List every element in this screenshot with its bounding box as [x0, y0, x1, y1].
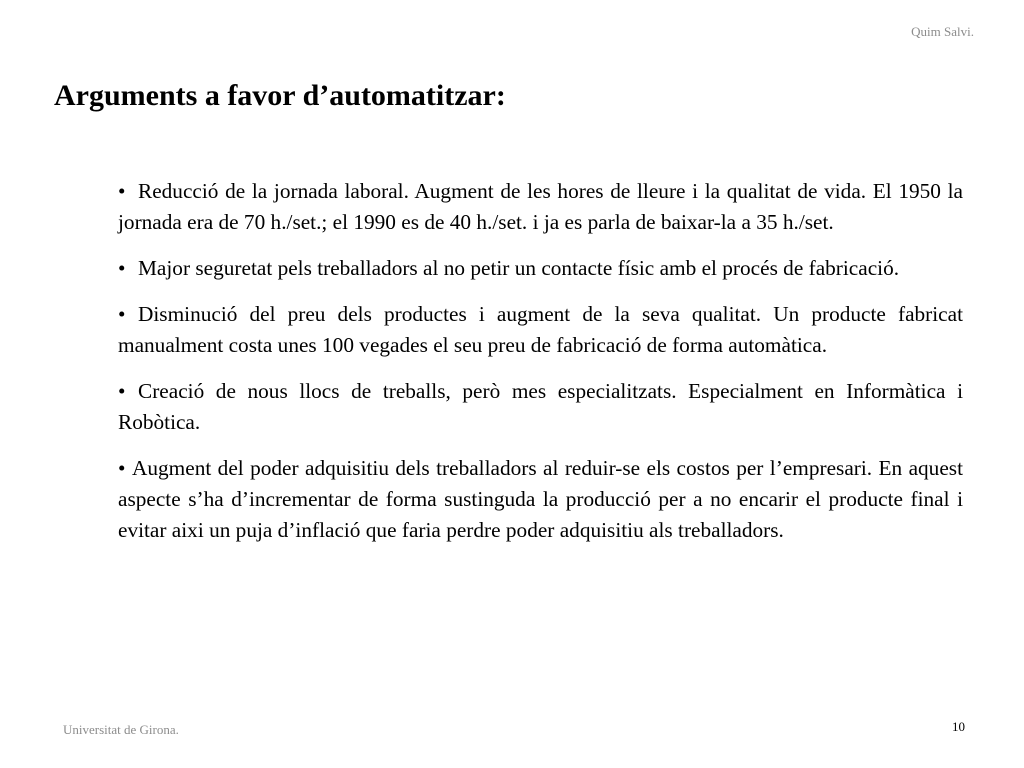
bullet-text: Creació de nous llocs de treballs, però mes especialitzats. Especialment en Informàtica i Robòtica. — [118, 379, 963, 434]
bullet-text: Disminució del preu dels productes i augment de la seva qualitat. Un producte fabricat manualment costa unes 100 vegades el seu preu de fabricació de forma automàtica. — [118, 302, 963, 357]
bullet-icon: • — [118, 179, 126, 203]
bullet-icon: • — [118, 456, 126, 480]
institution-label: Universitat de Girona. — [63, 722, 179, 737]
slide-title: Arguments a favor d’automatitzar: — [54, 79, 506, 112]
bullet-icon: • — [118, 256, 126, 280]
page-number: 10 — [952, 719, 965, 734]
bullet-text: Reducció de la jornada laboral. Augment de les hores de lleure i la qualitat de vida. El 1950 la jornada era de 70 h./set.; el 1990 es de 40 h./set. i ja es parla de baixar-la a 35 h./set. — [118, 179, 963, 234]
bullet-icon: • — [118, 379, 126, 403]
bullet-item-purchasing-power — [118, 453, 963, 546]
author-label: Quim Salvi. — [911, 24, 974, 39]
bullet-text: Augment del poder adquisitiu dels treballadors al reduir-se els costos per l’empresari. En aquest aspecte s’ha d’incrementar de forma sustinguda la producció per a no encarir el producte final i evitar aixi un puja d’inflació que faria perdre poder adquisitiu als treballadors. — [118, 456, 963, 542]
bullet-list — [118, 176, 963, 561]
bullet-item-new-jobs — [118, 376, 963, 438]
bullet-item-price-quality — [118, 299, 963, 361]
bullet-item-safety — [118, 253, 963, 284]
bullet-icon: • — [118, 302, 126, 326]
bullet-text: Major seguretat pels treballadors al no petir un contacte físic amb el procés de fabricació. — [138, 256, 900, 280]
bullet-item-working-hours — [118, 176, 963, 238]
